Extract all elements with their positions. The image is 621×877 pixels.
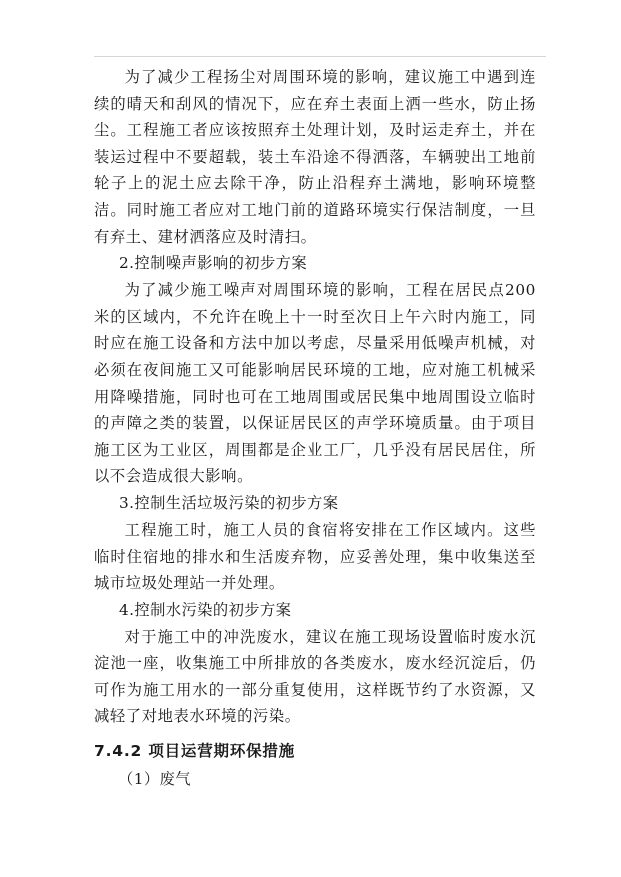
item-label-exhaust-gas: （1）废气 (118, 770, 191, 788)
paragraph-water-control: 对于施工中的冲洗废水，建议在施工现场设置临时废水沉淀池一座，收集施工中所排放的各类废水，废水经沉淀后，仍可作为施工用水的一部分重复使用，这样既节约了水资源，又减轻了对地表水环境的污染。 (94, 627, 536, 726)
subheading-garbage-control: 3.控制生活垃圾污染的初步方案 (119, 493, 339, 512)
paragraph-garbage-control: 工程施工时，施工人员的食宿将安排在工作区域内。这些临时住宿地的排水和生活废弃物，应妥善处理，集中收集送至城市垃圾处理站一并处理。 (94, 520, 536, 593)
paragraph-noise-control: 为了减少施工噪声对周围环境的影响，工程在居民点200米的区域内，不允许在晚上十一时至次日上午六时内施工，同时应在施工设备和方法中加以考虑，尽量采用低噪声机械，对必须在夜间施工又可能影响居民环境的工地，应对施工机械采用降噪措施，同时也可在工地周围或居民集中地周围设立临时的声障之类的装置，以保证居民区的声学环境质量。由于项目施工区为工业区，周围都是企业工厂，几乎没有居民居住，所以不会造成很大影响。 (94, 281, 536, 486)
section-heading: 7.4.2 项目运营期环保措施 (94, 742, 296, 760)
paragraph-dust-control: 为了减少工程扬尘对周围环境的影响，建议施工中遇到连续的晴天和刮风的情况下，应在弃土表面上洒一些水，防止扬尘。工程施工者应该按照弃土处理计划，及时运走弃土，并在装运过程中不要超载，装土车沿途不得洒落，车辆驶出工地前轮子上的泥土应去除干净，防止沿程弃土满地，影响环境整洁。同时施工者应对工地门前的道路环境实行保洁制度，一旦有弃土、建材洒落应及时清扫。 (94, 68, 536, 246)
subheading-noise-control: 2.控制噪声影响的初步方案 (119, 254, 308, 273)
body-text (94, 64, 536, 730)
subheading-water-control: 4.控制水污染的初步方案 (119, 600, 292, 619)
header-divider (94, 56, 546, 57)
